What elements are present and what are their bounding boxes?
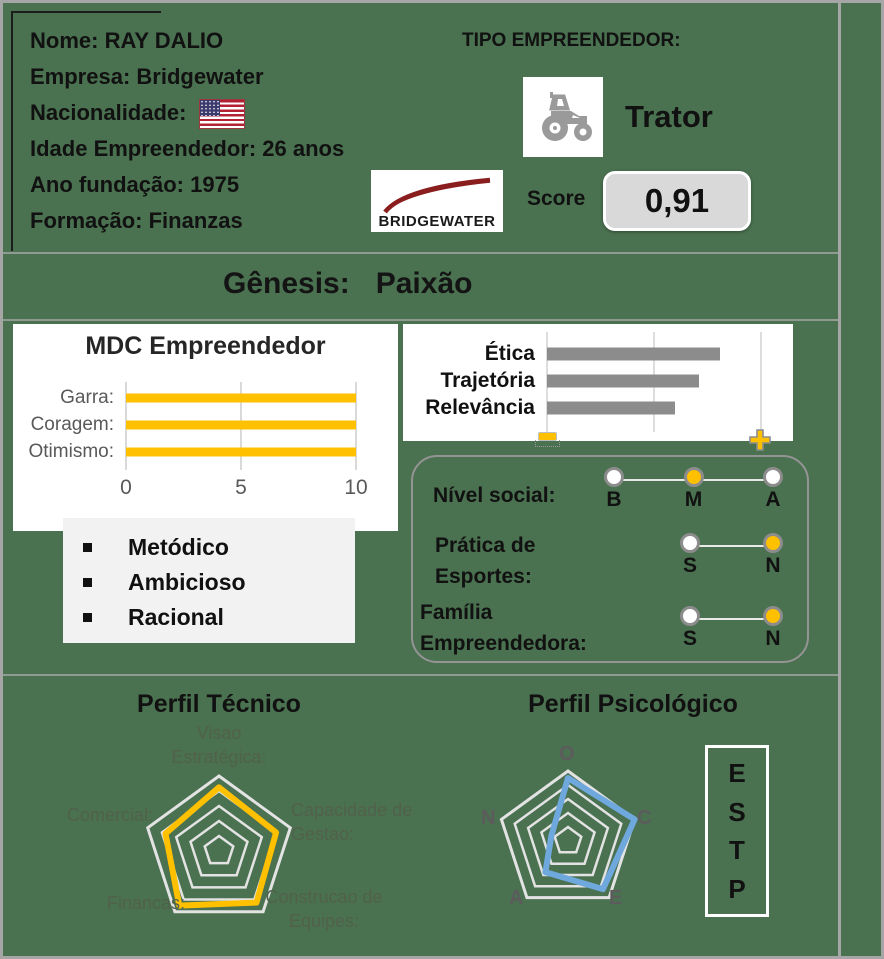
entrepreneur-type-image [523,77,603,157]
unselected-dot[interactable] [604,467,624,487]
axis-capacidade: Capacidade de Gestao: [291,800,413,844]
bar-category-label: Ética [484,341,535,365]
trait-label: Racional [128,604,224,630]
plus-button[interactable] [748,428,772,452]
bullet-icon [83,613,92,622]
flag-canton [200,100,220,116]
bar [126,420,356,429]
score-label: Score [527,187,586,210]
age-value: 26 anos [262,136,345,161]
logo-text: BRIDGEWATER [378,213,496,230]
genesis-value: Paixão [375,267,473,300]
trait-label: Metódico [128,534,229,560]
tick-10: 10 [344,476,368,499]
axis-extraversion: E [609,887,623,909]
selected-dot[interactable] [763,606,783,626]
axis-financas: Financas: [107,893,186,913]
option-letter: M [684,488,703,511]
education-label: Formação: [30,208,143,233]
education-value: Finanzas [148,208,243,233]
unselected-dot[interactable] [763,467,783,487]
bar-category-label: Garra: [60,386,114,408]
age-label: Idade Empreendedor: [30,136,257,161]
nationality-label: Nacionalidade: [30,100,187,125]
tick-5: 5 [235,476,247,499]
mdc-chart-title: MDC Empreendedor [85,332,326,360]
logo-swoosh-icon [378,176,496,214]
bar-category-label: Trajetória [440,368,535,392]
bridgewater-logo [371,170,503,232]
reputation-bars [425,340,761,421]
unselected-dot[interactable] [680,606,700,626]
sports-label: Prática de Esportes: [435,534,536,588]
profile-education-line [30,203,344,239]
selected-dot[interactable] [763,533,783,553]
option-letter: B [606,488,622,511]
family-label: Família Empreendedora: [420,601,587,655]
selector-option[interactable] [601,467,627,512]
reputation-chart-panel [403,324,793,441]
bar-row [440,367,761,394]
divider-genesis-section [3,319,838,321]
bar-row [484,340,761,367]
axis-comercial: Comercial: [66,805,153,825]
bar [126,447,356,456]
profile-name-line [30,23,344,59]
right-column-divider [838,3,841,956]
mdc-bars [28,384,356,465]
bar [547,374,699,387]
bar [126,393,356,402]
profile-info [30,23,344,239]
bar-row [28,438,356,465]
profile-company-line [30,59,344,95]
option-letter: S [682,554,697,577]
name-label: Nome: [30,28,99,53]
selector-option[interactable] [760,606,786,651]
option-letter: N [765,554,781,577]
mbti-letter: S [728,796,746,827]
usa-flag-icon [199,99,245,129]
axis-visao: Visao Estratégica: [171,723,267,767]
bar-category-label: Otimismo: [28,440,114,462]
trait-label: Ambicioso [128,569,246,595]
selector-option[interactable] [677,533,703,578]
bar-row [425,394,761,421]
psychological-radar-chart [448,741,688,941]
profile-age-line [30,131,344,167]
selector-option[interactable] [760,467,786,512]
minus-selection-outline [535,440,560,447]
social-level-label: Nível social: [433,484,556,507]
profile-nationality-line [30,95,344,131]
company-value: Bridgewater [136,64,264,89]
axis-openness: O [559,743,575,765]
option-letter: N [765,627,781,650]
axis-neuroticism: N [481,807,496,829]
name-value: RAY DALIO [104,28,224,53]
trait-item [81,600,355,635]
entrepreneur-type-value: Trator [625,99,713,134]
axis-agreeableness: A [509,887,524,909]
traits-box [63,518,355,643]
sports-selector [677,533,786,578]
bullet-icon [83,578,92,587]
genesis-label: Gênesis: [223,267,350,300]
selector-option[interactable] [681,467,707,512]
option-letter: A [765,488,781,511]
bar-category-label: Relevância [425,395,535,419]
trait-item [81,530,355,565]
divider-top-section [3,252,838,254]
minus-button[interactable] [538,432,557,441]
technical-profile-title: Perfil Técnico [137,690,301,718]
genesis-band [223,267,472,301]
entrepreneur-type-heading: TIPO EMPREENDEDOR: [462,30,681,51]
foundation-value: 1975 [190,172,240,197]
bar-category-label: Coragem: [30,413,114,435]
selected-dot[interactable] [684,467,704,487]
family-selector [677,606,786,651]
divider-bottom-section [3,674,838,676]
selector-option[interactable] [677,606,703,651]
mdc-chart-panel [13,324,398,531]
trait-item [81,565,355,600]
selector-option[interactable] [760,533,786,578]
mbti-letter: E [728,758,746,789]
social-level-selector [601,467,786,512]
axis-construcao: Construcao de Equipes: [265,887,383,931]
bar-row [60,384,356,411]
psychological-profile-title: Perfil Psicológico [528,690,738,718]
axis-conscientiousness: C [637,807,652,829]
mbti-letter: T [729,835,745,866]
mbti-box [705,745,769,917]
mbti-letter: P [728,873,746,904]
tick-0: 0 [120,476,132,499]
bar-row [30,411,356,438]
profile-foundation-line [30,167,344,203]
bar [547,347,720,360]
foundation-label: Ano fundação: [30,172,184,197]
tractor-icon [531,85,595,149]
unselected-dot[interactable] [680,533,700,553]
bullet-icon [83,543,92,552]
option-letter: S [682,627,697,650]
score-badge: 0,91 [603,171,751,231]
company-label: Empresa: [30,64,131,89]
bar [547,401,675,414]
